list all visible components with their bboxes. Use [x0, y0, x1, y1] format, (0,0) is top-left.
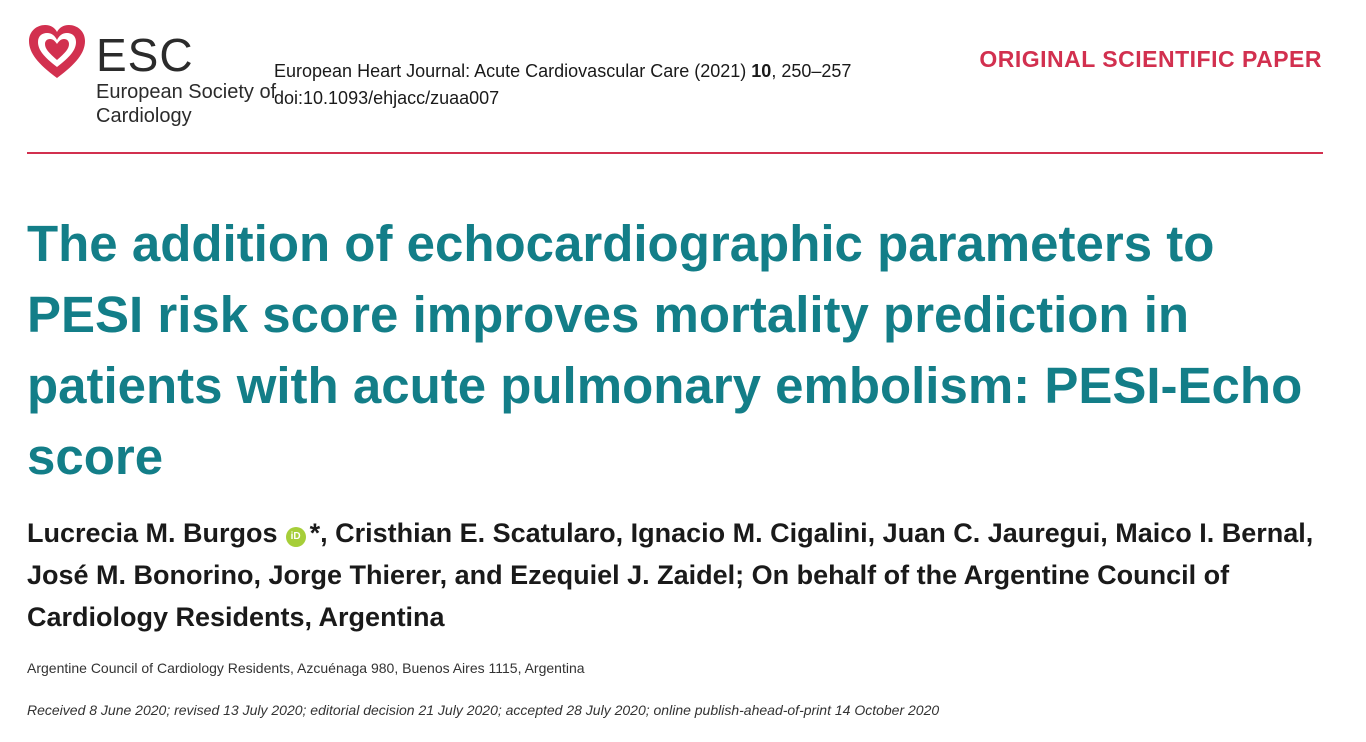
corresponding-mark: *	[309, 518, 321, 548]
article-title: The addition of echocardiographic parameters to PESI risk score improves mortality prediction in patients with acute pulmonary embolism: PESI-Echo score	[27, 215, 1303, 485]
journal-citation	[274, 58, 851, 112]
journal-doi: doi:10.1093/ehjacc/zuaa007	[274, 88, 500, 108]
publication-dates: Received 8 June 2020; revised 13 July 2020; editorial decision 21 July 2020; accepted 28 July 2020; online publish-ahead-of-print 14 October 2020	[27, 702, 940, 718]
other-authors: , Cristhian E. Scatularo, Ignacio M. Cigalini, Juan C. Jauregui, Maico I. Bernal, José M. Bonorino, Jorge Thierer, and Ezequiel J. Zaidel; On behalf of the Argentine Council of Cardiology Residents, Argentina	[27, 518, 1314, 632]
journal-volume: 10	[751, 61, 772, 81]
journal-name: European Heart Journal: Acute Cardiovascular Care (2021)	[274, 61, 747, 81]
orcid-icon[interactable]: iD	[286, 527, 306, 547]
paper-type-label: ORIGINAL SCIENTIFIC PAPER	[979, 46, 1322, 72]
logo-abbreviation: ESC	[96, 29, 194, 81]
journal-pages: , 250–257	[771, 61, 852, 81]
first-author: Lucrecia M. Burgos	[27, 518, 278, 548]
logo-society-name: European Society of Cardiology	[96, 81, 277, 127]
header-divider	[27, 152, 1323, 154]
journal-line	[274, 58, 851, 85]
author-list	[27, 512, 1347, 638]
esc-logo	[26, 22, 276, 132]
affiliation: Argentine Council of Cardiology Residents, Azcuénaga 980, Buenos Aires 1115, Argentina	[27, 660, 585, 676]
esc-heart-logo-icon	[26, 22, 88, 82]
